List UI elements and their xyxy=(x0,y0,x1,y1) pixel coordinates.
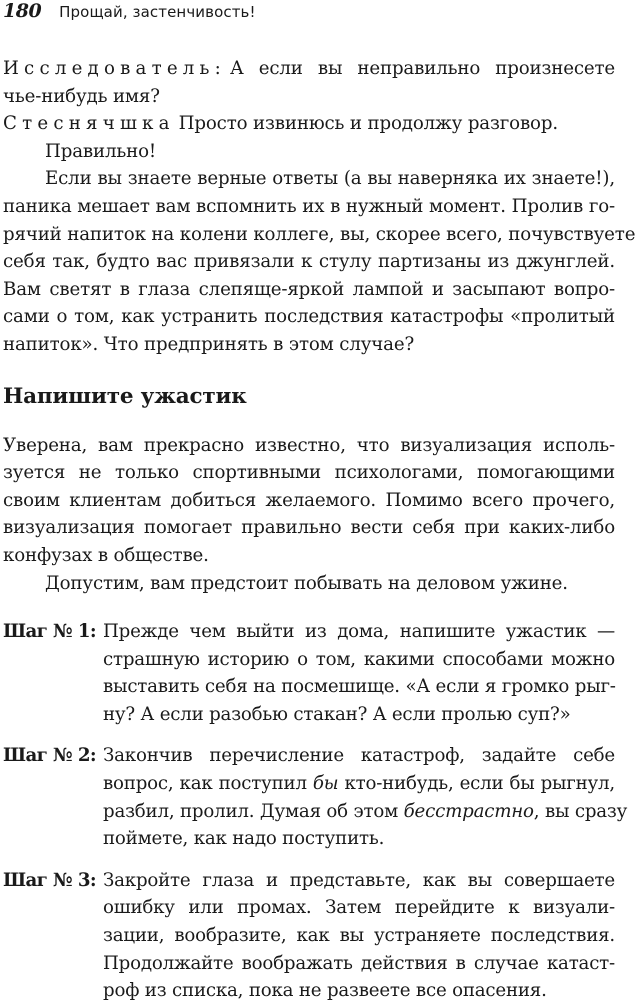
speaker-shy: Стеснячшка xyxy=(3,113,175,135)
text-line: страшную историю о том, какими способами можно xyxy=(103,648,615,670)
paragraph-3: Допустим, вам предстоит побывать на деловом ужине. xyxy=(45,572,568,594)
text-line: Прежде чем выйти из дома, напишите ужастик — xyxy=(103,621,615,643)
text-line: поймете, как надо поступить. xyxy=(103,828,385,850)
step-body xyxy=(103,742,628,852)
speaker-researcher: Исследователь: xyxy=(3,58,226,79)
running-head xyxy=(3,0,256,30)
step-label: Шаг № 3: xyxy=(3,869,96,891)
paragraph-1 xyxy=(3,165,635,358)
text-line: ну? А если разобью стакан? А если пролью суп?» xyxy=(103,703,571,725)
text-line: роф из списка, пока не развеете все опасения. xyxy=(103,980,547,1002)
step-label: Шаг № 2: xyxy=(3,745,96,767)
step-label: Шаг № 1: xyxy=(3,621,96,643)
dialogue-line: чье-нибудь имя? xyxy=(3,85,160,107)
text-line: Вам светят в глаза слепяще-яркой лампой и засыпают вопро- xyxy=(3,278,615,300)
dialogue-text: Просто извинюсь и продолжу разговор. xyxy=(178,113,558,135)
text-line xyxy=(103,798,628,826)
text-line: своим клиентам добиться желаемого. Помимо всего прочего, xyxy=(3,489,615,511)
text-line: рячий напиток на колени коллеге, вы, скорее всего, почувствуете xyxy=(3,223,635,245)
text-fragment: вопрос, как поступил xyxy=(103,773,313,795)
answer-line: Правильно! xyxy=(45,140,157,162)
text-line: Если вы знаете верные ответы (а вы наверняка их знаете!), xyxy=(45,168,615,190)
text-line: Продолжайте воображать действия в случае катаст- xyxy=(103,952,615,974)
dialogue-line xyxy=(3,55,615,83)
step-body xyxy=(103,618,615,728)
text-line: Закройте глаза и представьте, как вы совершаете xyxy=(103,869,615,891)
text-line: конфузах в обществе. xyxy=(3,544,209,566)
text-fragment: разбил, пролил. Думая об этом xyxy=(103,800,404,822)
text-line: Уверена, вам прекрасно известно, что визуализация исполь- xyxy=(3,434,615,456)
book-page xyxy=(3,0,635,1002)
text-line: Закончив перечисление катастроф, задайте себе xyxy=(103,745,615,767)
step-1 xyxy=(3,618,615,728)
text-line: выставить себя на посмешище. «А если я громко рыг- xyxy=(103,676,616,698)
paragraph-2 xyxy=(3,432,615,570)
step-2 xyxy=(3,742,628,852)
step-body xyxy=(103,867,615,1005)
page-number: 180 xyxy=(3,0,42,22)
text-line: ошибку или промах. Затем перейдите к визуали- xyxy=(103,897,615,919)
text-line: себя так, будто вас привязали к стулу партизаны из джунглей. xyxy=(3,251,615,273)
text-line: напиток». Что предпринять в этом случае? xyxy=(3,333,415,355)
section-heading: Напишите ужастик xyxy=(3,383,247,409)
text-fragment: кто-нибудь, если бы рыгнул, xyxy=(338,773,615,795)
body-text xyxy=(3,55,635,1005)
emphasis: бы xyxy=(312,773,339,795)
text-line: зации, вообразите, как вы устраняете последствия. xyxy=(103,925,615,947)
text-line: зуется не только спортивными психологами, помогающими xyxy=(3,462,615,484)
text-line xyxy=(103,770,615,798)
running-title: Прощай, застенчивость! xyxy=(59,3,256,21)
emphasis: бесстрастно xyxy=(403,800,534,822)
text-fragment: , вы сразу xyxy=(533,800,628,822)
text-line: визуализация помогает правильно вести себя при каких-либо xyxy=(3,517,615,539)
dialogue-text: А если вы неправильно произнесете xyxy=(230,58,615,79)
dialogue-line xyxy=(3,110,615,138)
step-3 xyxy=(3,867,615,1005)
text-line: паника мешает вам вспомнить их в нужный момент. Пролив го- xyxy=(3,195,615,217)
text-line: сами о том, как устранить последствия катастрофы «пролитый xyxy=(3,306,615,328)
